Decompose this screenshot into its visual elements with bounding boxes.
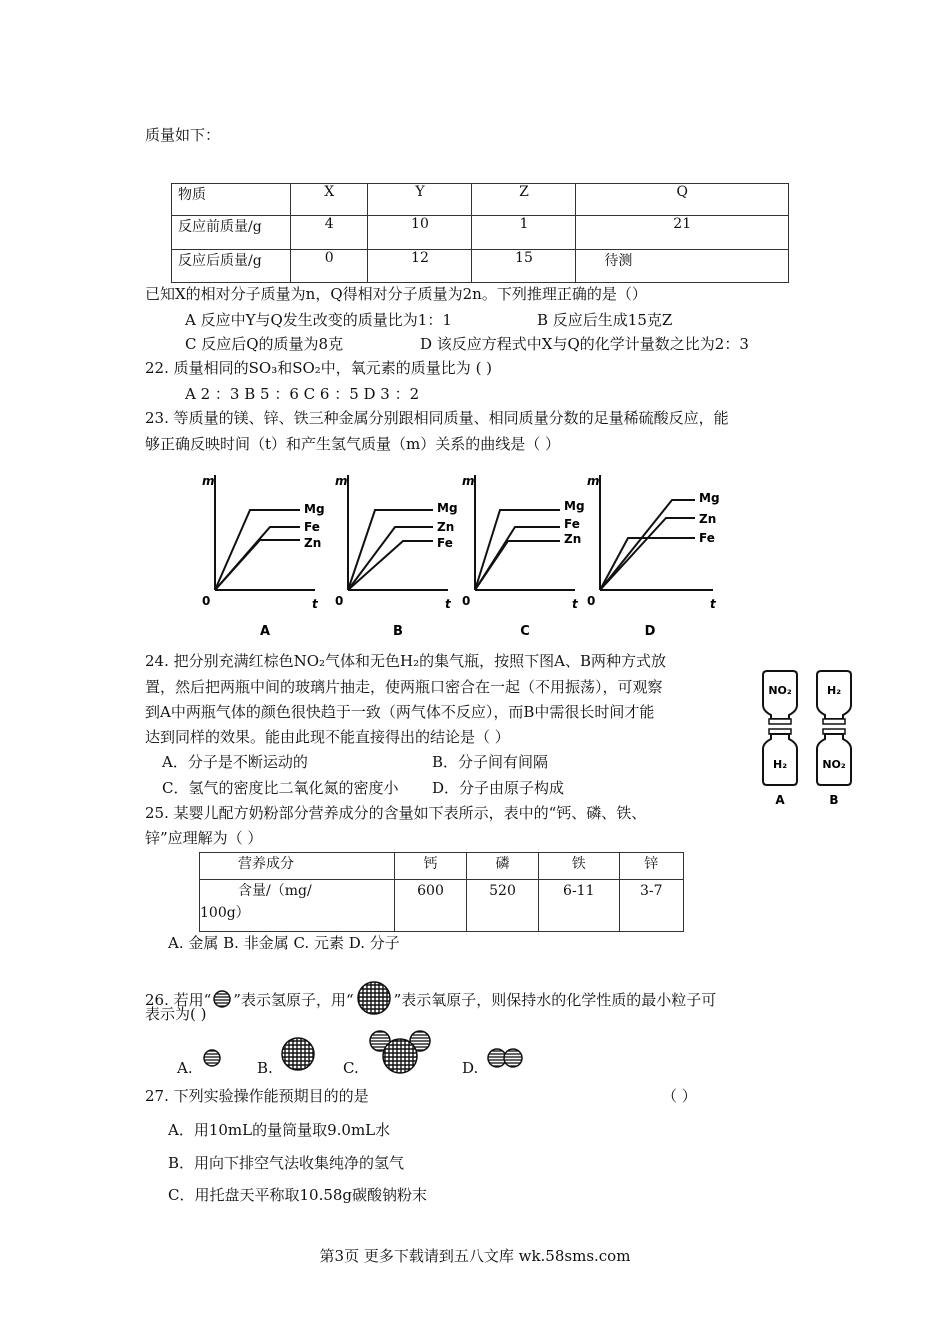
q27-option-c: C．用托盘天平称取10.58g碳酸钠粉末: [168, 1186, 428, 1204]
gas-bottles-figure: [755, 667, 865, 817]
table-row: 反应后质量/g 0 12 15 待测: [172, 250, 789, 283]
graph-curve-fe: [600, 538, 695, 590]
table-header: 磷: [467, 853, 539, 880]
q26-line2: 表示为( ): [145, 1005, 207, 1023]
oxygen-atom-icon: [280, 1036, 316, 1072]
graph-series-label: Zn: [564, 532, 582, 546]
q26-option-a-label: A.: [177, 1059, 193, 1077]
graph-series-label: Mg: [304, 502, 325, 516]
q25-line2: 锌”应理解为（ ）: [145, 829, 263, 847]
q21-option-b: B 反应后生成15克Z: [537, 311, 673, 329]
graph-x-label: t: [572, 597, 578, 611]
q27-stem: 27. 下列实验操作能预期目的的是: [145, 1087, 369, 1105]
hydrogen-atom-icon: [201, 1047, 223, 1069]
graph-curve-zn: [600, 518, 695, 590]
graph-series-label: Zn: [699, 512, 717, 526]
graph-curve-mg: [475, 510, 560, 590]
graph-series-label: Zn: [437, 520, 455, 534]
table-header: Z: [472, 184, 576, 216]
q21-option-c: C 反应后Q的质量为8克: [185, 335, 344, 353]
q21-option-d: D 该反应方程式中X与Q的化学计量数之比为2：3: [420, 335, 749, 353]
graph-y-label: m: [462, 474, 475, 488]
q26-line1: 26. 若用“ ”表示氢原子，用“ ”表示氧原子，则保持水的化学性质的最小粒子可: [145, 980, 716, 1016]
graph-curve-zn: [215, 540, 300, 590]
hydrogen-molecule-icon: [486, 1047, 526, 1069]
graph-series-label: Mg: [699, 491, 720, 505]
figure-label-a: A: [775, 793, 785, 807]
q24-line3: 到A中两瓶气体的颜色很快趋于一致（两气体不反应），而B中需很长时间才能: [145, 703, 655, 721]
graph-series-label: Zn: [304, 536, 322, 550]
graph-y-label: m: [587, 474, 600, 488]
q26-option-c-label: C.: [343, 1059, 359, 1077]
intro-text: 质量如下：: [145, 126, 221, 144]
graph-y-label: m: [202, 474, 215, 488]
bottle-a-top-label: NO₂: [768, 684, 792, 697]
table-header: 物质: [172, 184, 291, 216]
q26-option-b-label: B.: [257, 1059, 273, 1077]
q23-line1: 23. 等质量的镁、锌、铁三种金属分别跟相同质量、相同质量分数的足量稀硫酸反应，能: [145, 409, 729, 427]
graph-panel-label: D: [644, 624, 656, 639]
graph-panel-label: A: [259, 624, 271, 639]
figure-label-b: B: [829, 793, 839, 807]
table-header: Q: [576, 184, 789, 216]
graph-series-label: Fe: [304, 520, 320, 534]
table-row: 反应前质量/g 4 10 1 21: [172, 216, 789, 250]
graph-panel-label: B: [393, 624, 403, 639]
graph-origin: 0: [202, 594, 211, 608]
q22-stem: 22. 质量相同的SO₃和SO₂中，氧元素的质量比为 ( ): [145, 359, 493, 377]
q27-option-a: A．用10mL的量筒量取9.0mL水: [168, 1121, 391, 1139]
table-header: 钙: [395, 853, 467, 880]
graph-x-label: t: [445, 597, 451, 611]
q21-option-a: A 反应中Y与Q发生改变的质量比为1：1: [185, 311, 452, 329]
graph-series-label: Mg: [437, 501, 458, 515]
graph-x-label: t: [312, 597, 318, 611]
graph-series-label: Fe: [699, 531, 715, 545]
table-header: 铁: [539, 853, 620, 880]
bottle-b-top-label: H₂: [826, 684, 842, 697]
graph-series-label: Fe: [437, 536, 453, 550]
q27-answer-paren: （ ）: [662, 1087, 697, 1105]
graph-series-label: Fe: [564, 517, 580, 531]
q24-option-c: C．氢气的密度比二氧化氮的密度小: [162, 779, 399, 797]
q24-line2: 置，然后把两瓶中间的玻璃片抽走，使两瓶口密合在一起（不用振荡），可观察: [145, 678, 663, 696]
table-header: 营养成分: [200, 853, 395, 880]
hydrogen-atom-icon: [211, 990, 233, 1008]
q27-option-b: B．用向下排空气法收集纯净的氢气: [168, 1154, 405, 1172]
graph-origin: 0: [335, 594, 344, 608]
q25-line1: 25. 某婴儿配方奶粉部分营养成分的含量如下表所示，表中的“钙、磷、铁、: [145, 804, 647, 822]
q24-line4: 达到同样的效果。能由此现不能直接得出的结论是（ ）: [145, 728, 510, 746]
reaction-mass-table: [171, 183, 789, 283]
graph-origin: 0: [462, 594, 471, 608]
graph-curve-zn: [348, 527, 433, 590]
nutrition-table: [199, 852, 684, 932]
table-row: 含量/（mg/ 100g） 600 520 6-11 3-7: [200, 880, 684, 932]
graph-panel-label: C: [520, 624, 530, 639]
page-footer: 第3页 更多下载请到五八文库 wk.58sms.com: [319, 1247, 631, 1265]
bottle-pair-b: [817, 671, 851, 807]
q25-options: A. 金属 B. 非金属 C. 元素 D. 分子: [168, 934, 400, 952]
graph-y-label: m: [335, 474, 348, 488]
graph-curve-mg: [215, 510, 300, 590]
bottle-pair-a: [763, 671, 797, 807]
graph-curve-fe: [348, 541, 433, 590]
q23-graphs: [0, 465, 950, 645]
graph-curve-mg: [600, 500, 695, 590]
q24-option-b: B．分子间有间隔: [432, 753, 549, 771]
table-header: X: [291, 184, 368, 216]
q24-line1: 24. 把分别充满红棕色NO₂气体和无色H₂的集气瓶，按照下图A、B两种方式放: [145, 652, 667, 670]
graph-x-label: t: [710, 597, 716, 611]
bottle-b-bottom-label: NO₂: [822, 758, 846, 771]
q24-option-a: A．分子是不断运动的: [162, 753, 308, 771]
q24-option-d: D．分子由原子构成: [432, 779, 565, 797]
q23-line2: 够正确反映时间（t）和产生氢气质量（m）关系的曲线是（ ）: [145, 435, 561, 453]
bottle-a-bottom-label: H₂: [772, 758, 788, 771]
table-header: Y: [368, 184, 472, 216]
graph-series-label: Mg: [564, 499, 585, 513]
q26-option-d-label: D.: [462, 1059, 479, 1077]
graph-curve-fe: [475, 527, 560, 590]
oxygen-atom-icon: [354, 980, 394, 1016]
q22-options: A 2 ：3 B 5 ：6 C 6 ：5 D 3 ：2: [185, 385, 420, 403]
water-molecule-icon: [364, 1028, 434, 1078]
table-header: 锌: [619, 853, 683, 880]
graph-origin: 0: [587, 594, 596, 608]
q21-stem: 已知X的相对分子质量为n，Q得相对分子质量为2n。下列推理正确的是（）: [145, 285, 647, 303]
